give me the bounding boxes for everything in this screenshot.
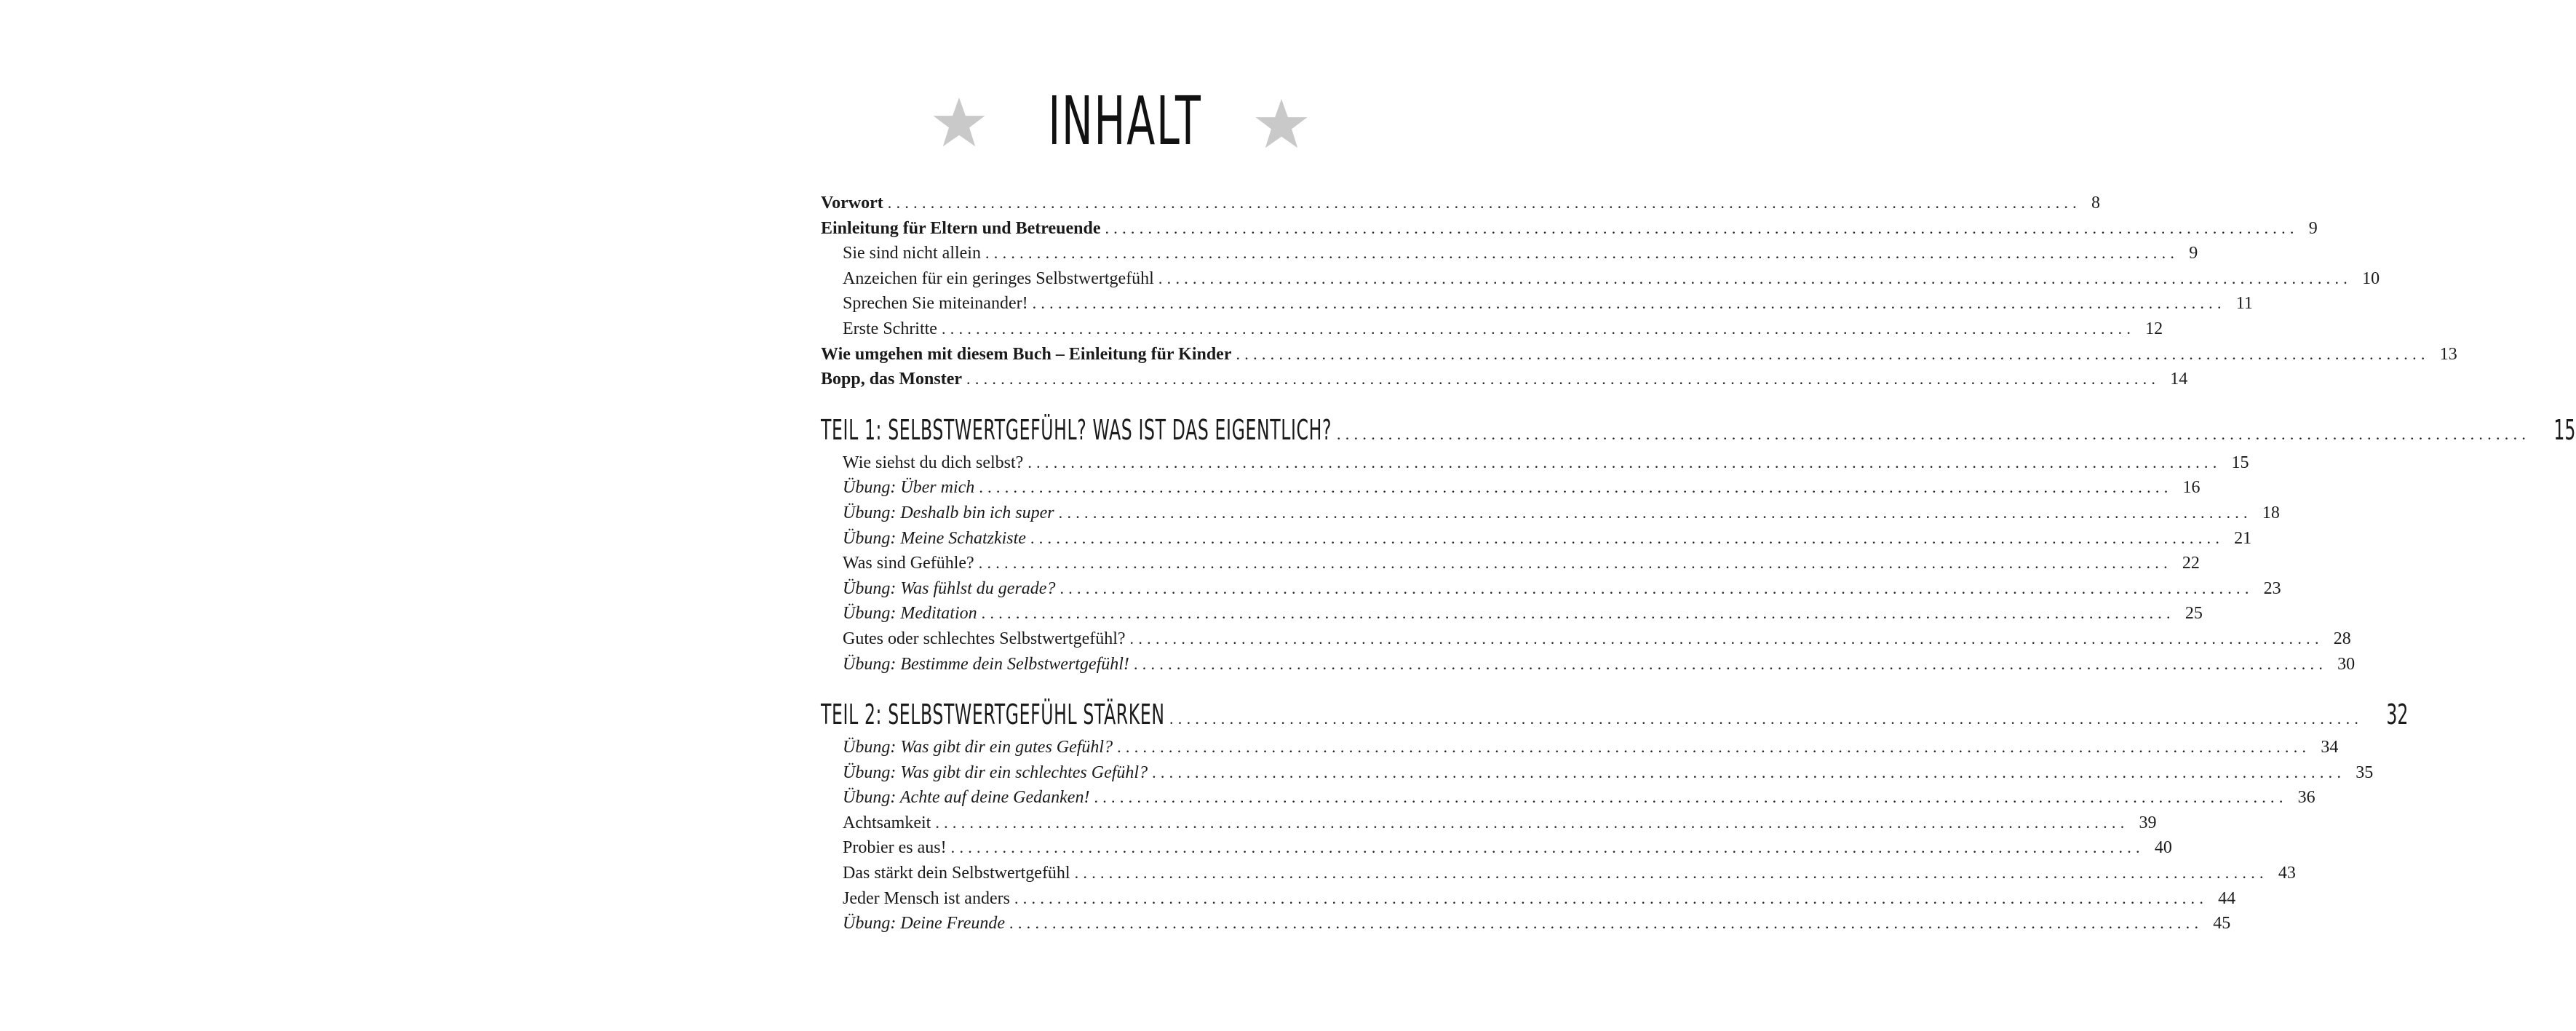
dot-leader: ........................................................................................................................................... [887,194,2081,212]
toc-entry-label: Wie siehst du dich selbst? [843,453,1024,472]
page-number: 34 [2321,738,2339,757]
dot-leader: ........................................................................................................................................... [1094,788,2288,807]
toc-entry-label: Jeder Mensch ist anders [843,888,1010,908]
dot-leader: ........................................................................................................................................... [1074,864,2268,883]
dot-leader: ........................................................................................................................................... [1117,738,2311,757]
toc-entry[interactable] [821,735,2339,760]
dot-leader: ........................................................................................................................................... [1158,268,2353,287]
dot-leader: ........................................................................................................................................... [1236,344,2430,363]
page-number: 30 [2337,654,2356,674]
toc-entry[interactable] [821,811,2157,836]
toc-entry[interactable] [821,911,2231,936]
dot-leader: ........................................................................................................................................... [1060,578,2254,597]
toc-entry[interactable] [821,835,2172,861]
toc-entry-label: Übung: Über mich [843,478,975,498]
dot-leader: ........................................................................................................................................... [978,554,2172,573]
toc-entry-label: Sprechen Sie miteinander! [843,294,1028,314]
page-number: 22 [2182,554,2200,573]
toc-entry[interactable] [821,551,2200,576]
page-number: 28 [2333,629,2351,648]
dot-leader: ........................................................................................................................................... [1032,294,2226,313]
page-number: 10 [2362,268,2380,288]
page-number: 43 [2278,864,2296,883]
toc-entry-label: Bopp, das Monster [821,370,963,389]
page-number: 23 [2263,578,2281,598]
blank-left-page [0,0,731,1031]
page-number: 12 [2145,319,2163,338]
toc-entry-label: Übung: Was gibt dir ein schlechtes Gefühl? [843,763,1148,782]
toc-entry[interactable] [821,450,2249,476]
toc-entry-label: Übung: Achte auf deine Gedanken! [843,788,1090,808]
toc-entry[interactable] [821,241,2198,266]
dot-leader: ........................................................................................................................................... [1014,888,2209,907]
toc-entry[interactable] [821,291,2253,317]
part2-section [821,735,2374,936]
dot-leader: ........................................................................................................................................... [981,604,2175,623]
dot-leader: ........................................................................................................................................... [1133,654,2328,673]
page-number: 25 [2185,604,2203,624]
toc-entry-label: Übung: Was gibt dir ein gutes Gefühl? [843,738,1113,757]
dot-leader: ........................................................................................................................................... [985,244,2179,263]
toc-entry-label: Übung: Meine Schatzkiste [843,528,1026,548]
page-number: 16 [2182,478,2201,498]
toc-entry-label: Sie sind nicht allein [843,244,981,263]
toc-entry-label: Anzeichen für ein geringes Selbstwertgefühl [843,268,1154,288]
dot-leader: ........................................................................................................................................... [941,319,2136,338]
dot-leader: ........................................................................................................................................... [1169,709,2364,728]
toc-entry[interactable] [821,601,2203,626]
part-heading[interactable] [821,413,2576,447]
dot-leader: ........................................................................................................................................... [1009,914,2203,933]
toc-entry[interactable] [821,216,2318,242]
page-number: 8 [2091,194,2100,212]
page-number: 18 [2262,503,2280,522]
dot-leader: ........................................................................................................................................... [1030,528,2225,547]
page-number: 21 [2234,528,2252,548]
toc-entry-label: Gutes oder schlechtes Selbstwertgefühl? [843,629,1126,648]
dot-leader: ........................................................................................................................................... [1058,503,2252,522]
toc-entry-label: Wie umgehen mit diesem Buch – Einleitung für Kinder [821,344,1232,364]
toc-entry[interactable] [821,861,2296,886]
page-title: INHALT [1048,82,1202,160]
toc-entry-label: Übung: Deshalb bin ich super [843,503,1054,522]
page-number: 40 [2154,838,2172,858]
dot-leader: ........................................................................................................................................... [1105,218,2299,237]
page-number: 45 [2213,914,2231,934]
page-number: 13 [2439,344,2457,364]
part-title: TEIL 2: SELBSTWERTGEFÜHL STÄRKEN [821,698,1165,731]
dot-leader: ........................................................................................................................................... [1129,629,2323,648]
toc-entry[interactable] [821,626,2351,652]
toc-entry-label: Einleitung für Eltern und Betreuende [821,218,1101,238]
table-of-contents [821,191,2576,936]
toc-entry[interactable] [821,785,2315,811]
page-number: 11 [2235,294,2253,314]
toc-entry-label: Übung: Meditation [843,604,977,624]
toc-entry-label: Übung: Bestimme dein Selbstwertgefühl! [843,654,1129,674]
toc-entry-label: Übung: Was fühlst du gerade? [843,578,1056,598]
dot-leader: ........................................................................................................................................... [950,838,2144,857]
toc-entry[interactable] [821,526,2252,552]
page-number: 39 [2139,813,2157,832]
toc-entry-label: Probier es aus! [843,838,947,858]
part-heading[interactable] [821,697,2409,732]
star-icon [1255,97,1308,151]
page-number: 9 [2308,218,2318,238]
page-number: 44 [2218,888,2236,908]
part-title: TEIL 1: SELBSTWERTGEFÜHL? WAS IST DAS EIGENTLICH? [821,413,1332,446]
toc-entry[interactable] [821,191,2100,216]
intro-section [821,191,2457,392]
page-number: 32 [2386,698,2409,731]
page-number: 14 [2170,370,2188,389]
toc-entry[interactable] [821,266,2380,292]
page-number: 9 [2189,244,2198,263]
toc-entry-label: Das stärkt dein Selbstwertgefühl [843,864,1070,883]
page-number: 36 [2297,788,2315,808]
dot-leader: ........................................................................................................................................... [1337,424,2531,443]
toc-entry[interactable] [821,367,2188,392]
toc-entry-label: Was sind Gefühle? [843,554,974,573]
toc-entry[interactable] [821,760,2374,786]
toc-entry[interactable] [821,317,2163,342]
toc-entry[interactable] [821,501,2280,526]
dot-leader: ........................................................................................................................................... [935,813,2129,832]
dot-leader: ........................................................................................................................................... [966,370,2160,389]
toc-entry-label: Erste Schritte [843,319,937,338]
toc-entry-label: Vorwort [821,194,883,212]
page-number: 15 [2231,453,2249,472]
page-number: 35 [2356,763,2374,782]
toc-entry-label: Achtsamkeit [843,813,931,832]
toc-entry[interactable] [821,475,2201,501]
part1-section [821,450,2356,677]
toc-entry[interactable] [821,652,2356,677]
toc-entry[interactable] [821,576,2281,602]
dot-leader: ........................................................................................................................................... [1152,763,2346,781]
toc-entry[interactable] [821,886,2236,912]
page-number: 15 [2553,413,2576,446]
toc-entry[interactable] [821,342,2457,367]
dot-leader: ........................................................................................................................................... [979,478,2173,497]
toc-entry-label: Übung: Deine Freunde [843,914,1006,934]
dot-leader: ........................................................................................................................................... [1027,453,2222,471]
